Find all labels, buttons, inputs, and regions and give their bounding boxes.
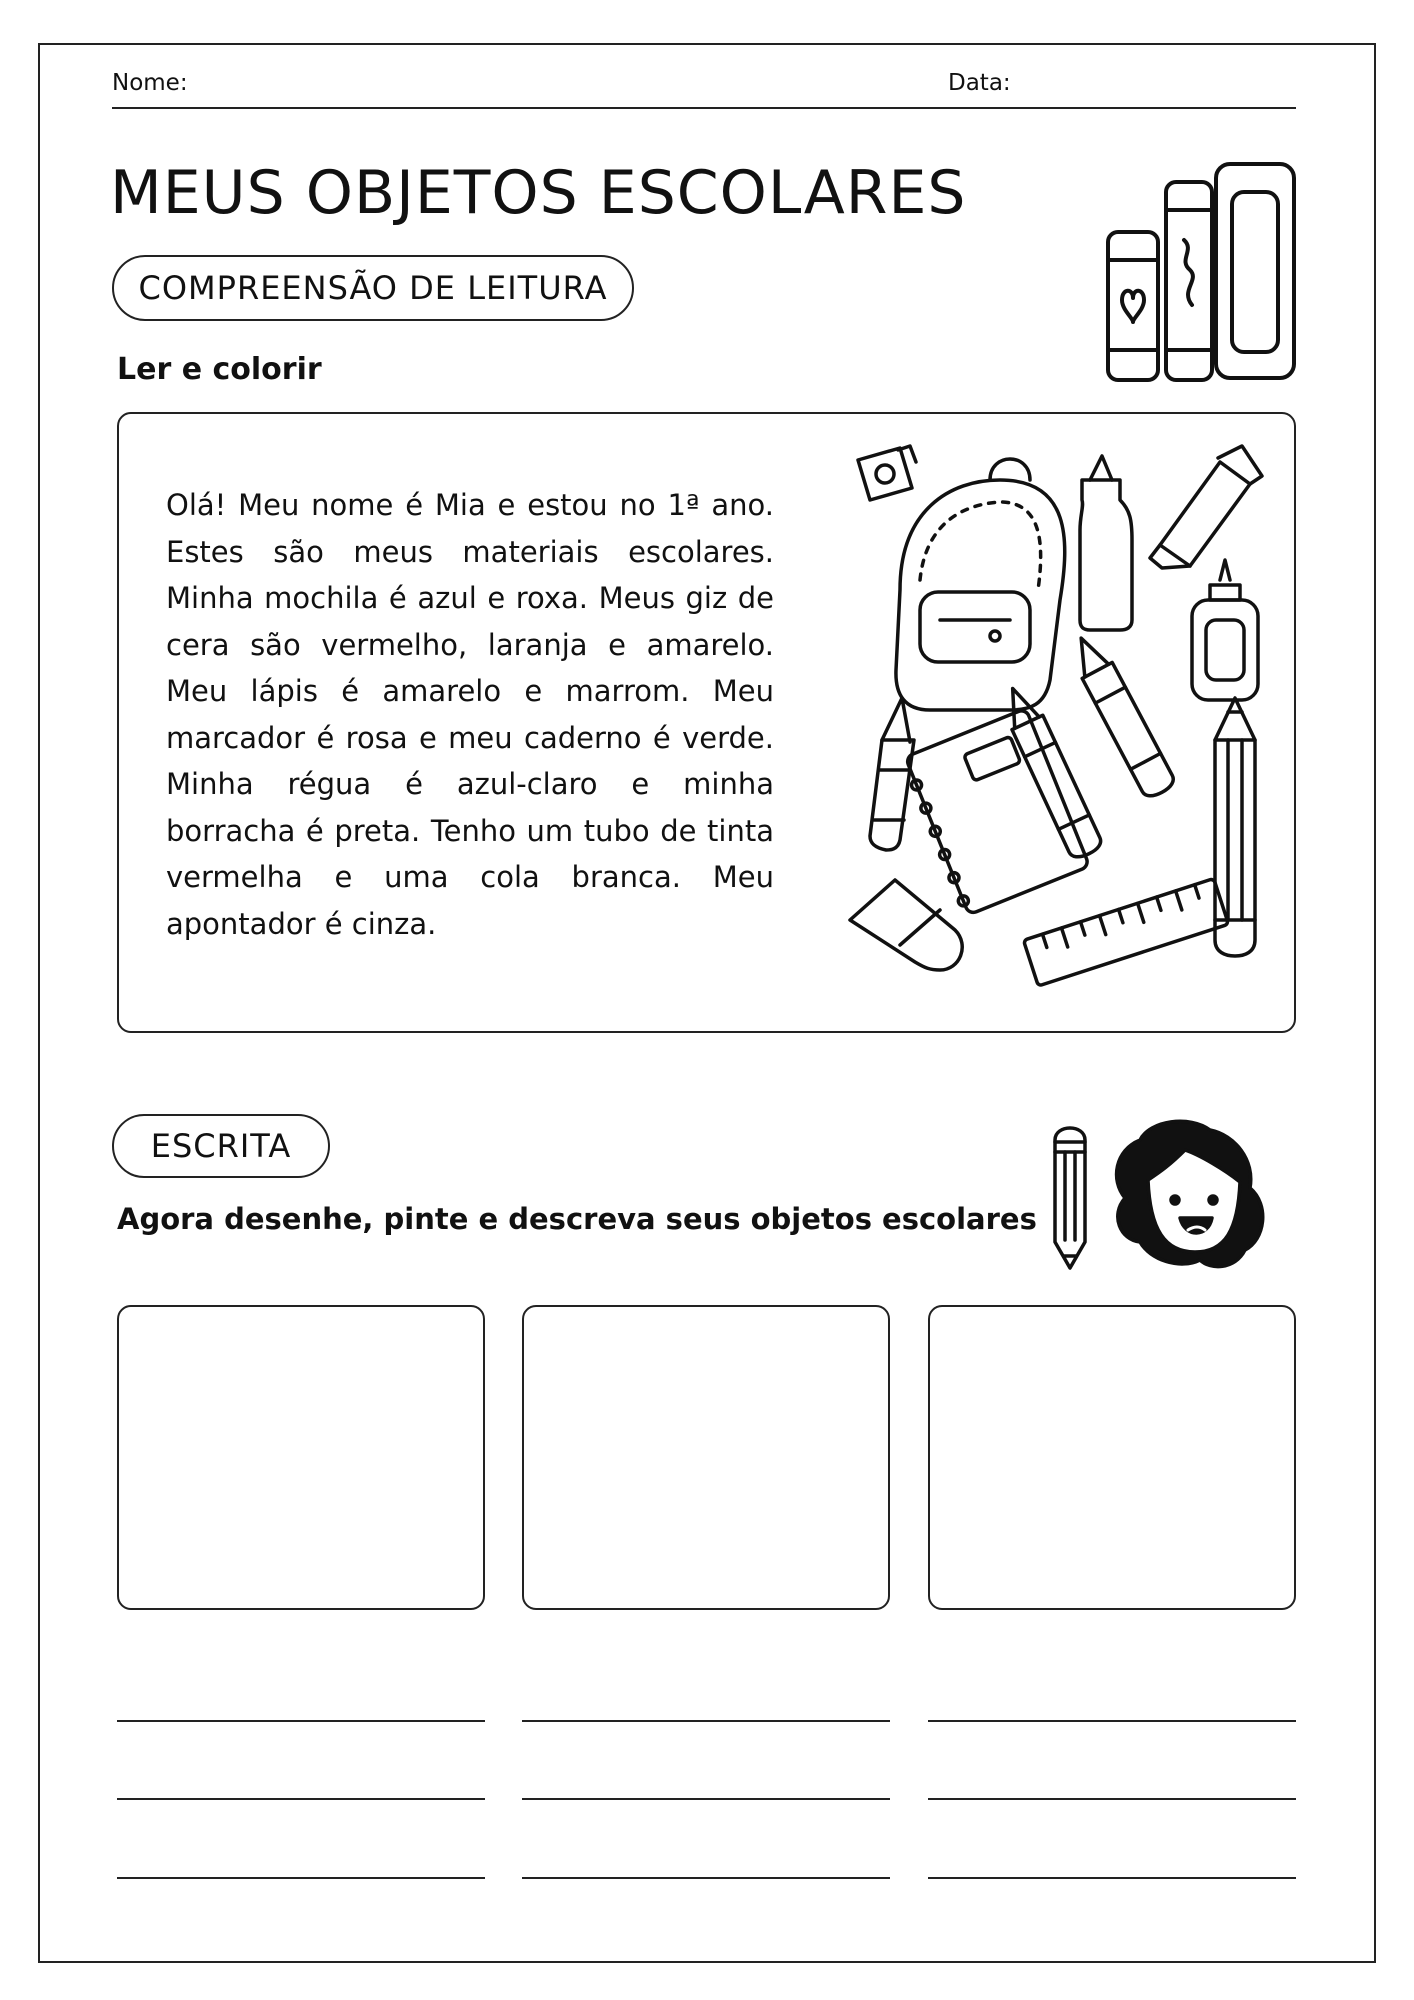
pencil-girl-icon [1040, 1110, 1290, 1275]
ruler-icon [1023, 879, 1228, 986]
date-label: Data: [948, 70, 1011, 96]
writing-line[interactable] [928, 1877, 1296, 1879]
sharpener-icon [858, 446, 916, 500]
school-supplies-icon [840, 440, 1280, 1000]
glue-bottle-icon [1192, 560, 1258, 700]
writing-line[interactable] [117, 1798, 485, 1800]
drawing-box-2[interactable] [522, 1305, 890, 1610]
crayon-icon [870, 698, 914, 850]
writing-line[interactable] [117, 1720, 485, 1722]
marker-icon [1080, 456, 1132, 630]
writing-pill: ESCRITA [112, 1114, 330, 1178]
writing-line[interactable] [522, 1877, 890, 1879]
name-label: Nome: [112, 70, 188, 96]
reading-passage: Olá! Meu nome é Mia e estou no 1ª ano. Estes são meus materiais escolares. Minha mochila é azul e roxa. Meus giz de cera são vermelho, laranja e amarelo. Meu lápis é amarelo e marrom. Meu marcador é rosa e meu caderno é verde. Minha régua é azul-claro e minha borracha é preta. Tenho um tubo de tinta vermelha e uma cola branca. Meu apontador é cinza. [166, 488, 774, 941]
notebook-icon [901, 708, 1090, 916]
backpack-icon [896, 459, 1065, 710]
paint-tube-icon [1150, 446, 1262, 568]
reading-comprehension-pill: COMPREENSÃO DE LEITURA [112, 255, 634, 321]
writing-line[interactable] [522, 1720, 890, 1722]
books-icon [1100, 160, 1300, 385]
writing-line[interactable] [928, 1720, 1296, 1722]
writing-line[interactable] [117, 1877, 485, 1879]
girl-face-icon [1117, 1121, 1263, 1266]
writing-instruction: Agora desenhe, pinte e descreva seus objetos escolares [117, 1202, 1037, 1236]
drawing-box-1[interactable] [117, 1305, 485, 1610]
pencil-icon [1215, 698, 1255, 956]
crayon-icon [1065, 631, 1177, 801]
pencil-icon [1055, 1128, 1085, 1268]
drawing-box-3[interactable] [928, 1305, 1296, 1610]
writing-line[interactable] [522, 1798, 890, 1800]
reading-instruction: Ler e colorir [117, 352, 322, 387]
page-title: MEUS OBJETOS ESCOLARES [110, 158, 967, 228]
writing-line[interactable] [928, 1798, 1296, 1800]
header-underline [112, 107, 1296, 109]
eraser-icon [850, 880, 962, 970]
